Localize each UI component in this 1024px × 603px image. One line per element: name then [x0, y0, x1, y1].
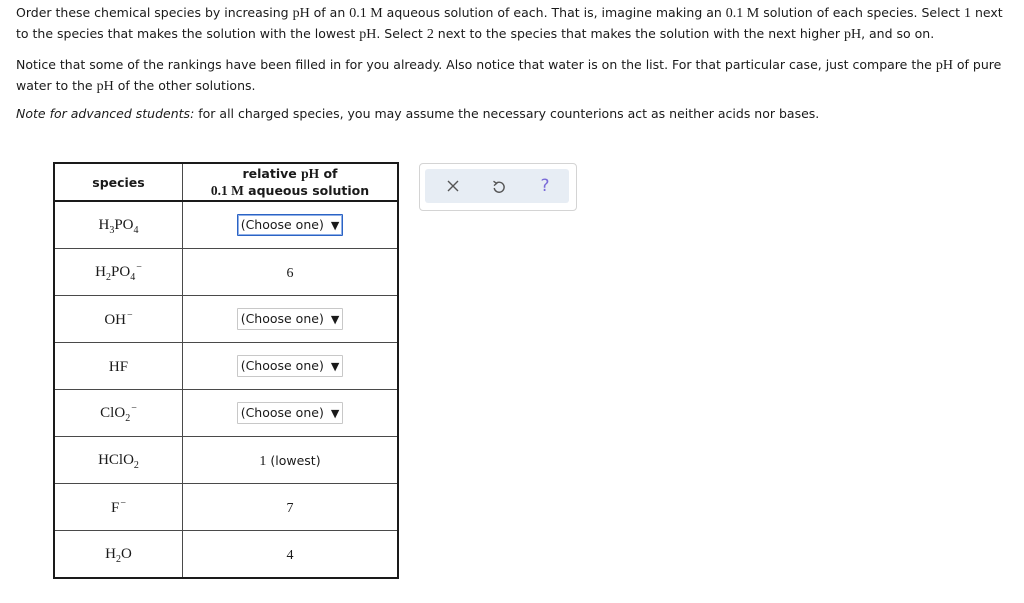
species-cell: $H_2PO_4^-$	[54, 249, 183, 296]
help-button[interactable]	[525, 169, 565, 203]
ph-column-header: relative pH of 0.1 M aqueous solution	[183, 163, 399, 201]
table-row	[54, 249, 398, 296]
advanced-note: Note for advanced students: for all charged species, you may assume the necessary counterions act as neither acids nor bases.	[16, 106, 820, 121]
ph-rank-cell	[183, 296, 399, 343]
table-row	[54, 390, 398, 437]
table-row	[54, 201, 398, 249]
species-cell: HClO$_2$	[54, 437, 183, 484]
ph-rank-value: 1 (lowest)	[183, 437, 399, 484]
ph-rank-cell	[183, 343, 399, 390]
table-row	[54, 343, 398, 390]
table-row	[54, 531, 398, 579]
ph-rank-select[interactable]: (Choose one) ▼	[237, 308, 344, 330]
ph-rank-select[interactable]: (Choose one) ▼	[237, 402, 344, 424]
table-row	[54, 296, 398, 343]
species-cell: $H_2O$	[54, 531, 183, 579]
undo-icon	[492, 179, 506, 194]
ph-rank-cell	[183, 201, 399, 249]
answer-tools-bar	[425, 169, 569, 203]
ph-rank-value: 6	[183, 249, 399, 296]
ranking-table	[53, 162, 399, 579]
species-column-header: species	[54, 163, 183, 201]
ph-rank-cell	[183, 390, 399, 437]
help-icon: ?	[540, 176, 550, 196]
chevron-down-icon: ▼	[330, 360, 340, 373]
close-icon	[446, 179, 460, 193]
table-row	[54, 484, 398, 531]
chevron-down-icon: ▼	[330, 407, 340, 420]
species-cell: ClO$_2$−	[54, 390, 183, 437]
species-cell: HF	[54, 343, 183, 390]
ph-rank-value: 4	[183, 531, 399, 579]
clear-button[interactable]	[433, 169, 473, 203]
table-row	[54, 437, 398, 484]
undo-button[interactable]	[479, 169, 519, 203]
species-cell: F−	[54, 484, 183, 531]
species-cell: OH−	[54, 296, 183, 343]
answer-tools-panel	[419, 163, 577, 211]
ph-rank-select[interactable]: (Choose one) ▼	[237, 214, 344, 236]
chevron-down-icon: ▼	[330, 219, 340, 232]
species-cell: $H_3PO_4$	[54, 201, 183, 249]
instructions-paragraph-1: Order these chemical species by increasing pH of an 0.1 M aqueous solution of each. That is, imagine making an 0.1 M solution of each species. Select 1 next to the species that makes the solution with the lowest pH. Select 2 next to the species that makes the solution with the next higher pH, and so on.	[16, 5, 1003, 42]
instructions-paragraph-2: Notice that some of the rankings have been filled in for you already. Also notice that water is on the list. For that particular case, just compare the pH of pure water to the pH of the other solutions.	[16, 57, 1002, 94]
table-header-row	[54, 163, 398, 201]
chevron-down-icon: ▼	[330, 313, 340, 326]
ph-rank-select[interactable]: (Choose one) ▼	[237, 355, 344, 377]
ph-rank-value: 7	[183, 484, 399, 531]
